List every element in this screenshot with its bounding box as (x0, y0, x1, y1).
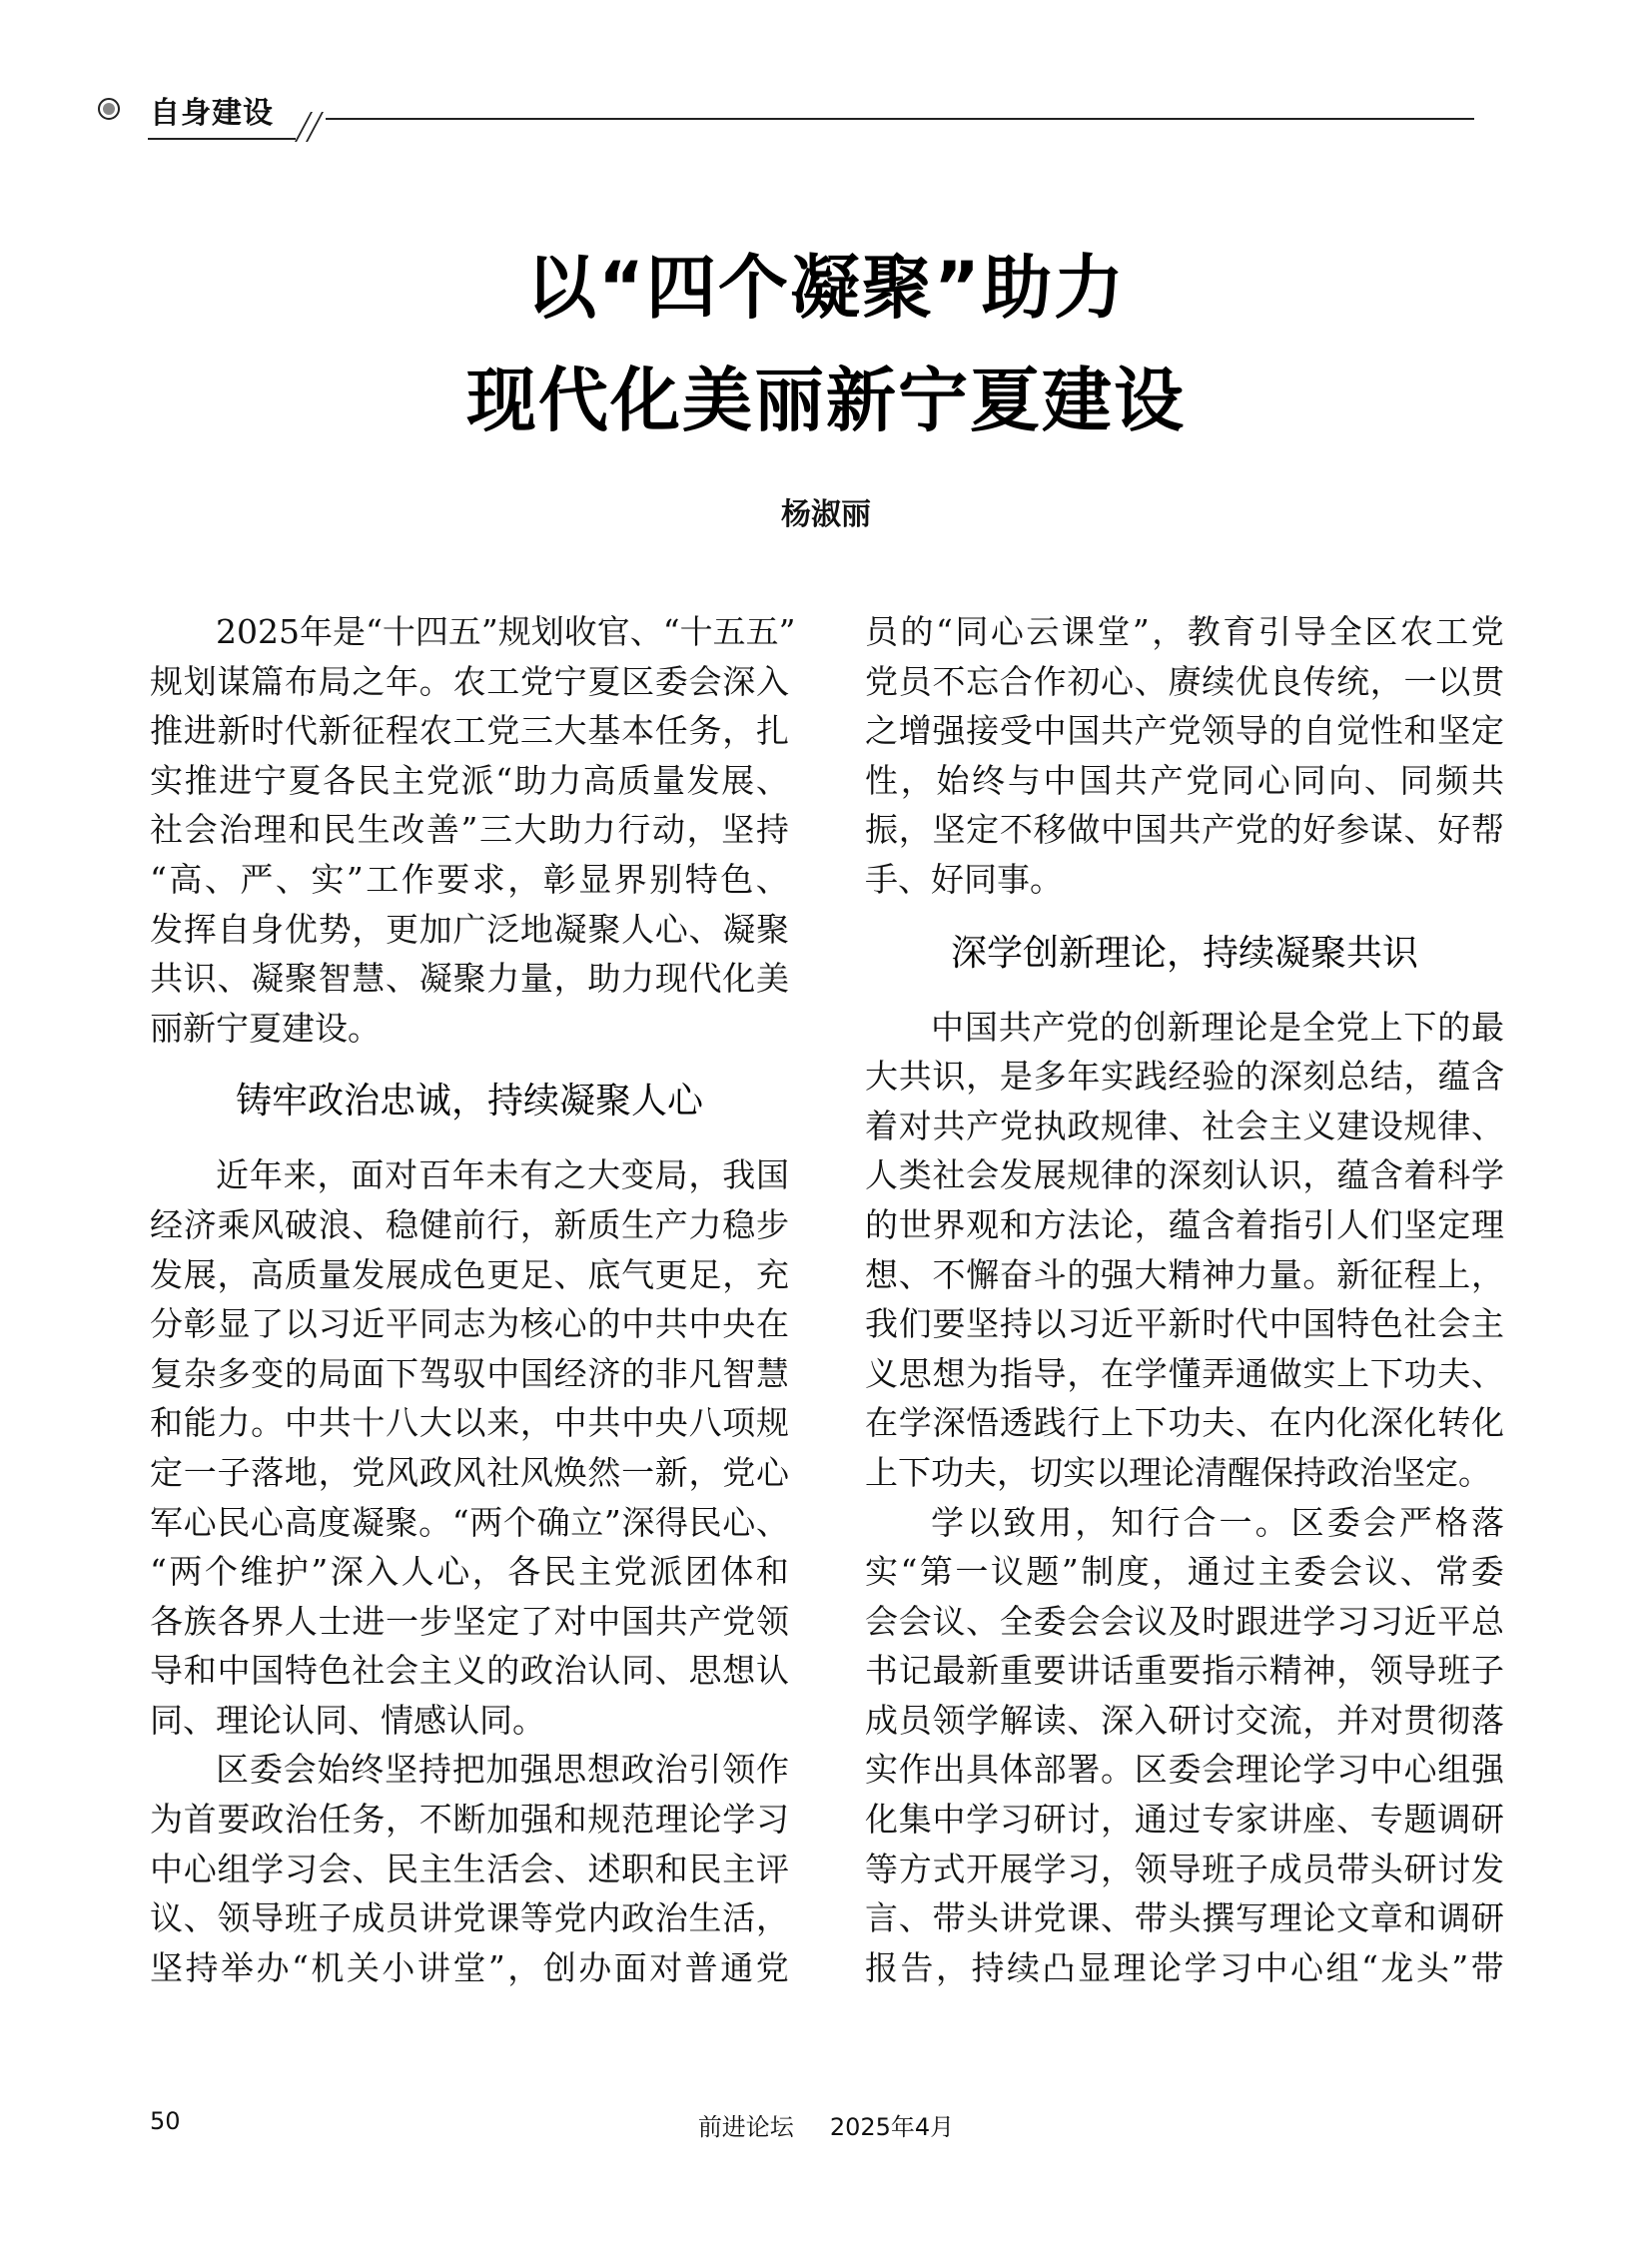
section-header (0, 0, 1652, 140)
body-text-line: 分 彰 显 了 以 习 近 平 同 志 为 核 心 的 中 共 中 央 在 (150, 1304, 789, 1344)
body-text-line: 我 们 要 坚 持 以 习 近 平 新 时 代 中 国 特 色 社 会 主 (865, 1304, 1504, 1344)
body-text-line: 等 方 式 开 展 学 习 ， 领 导 班 子 成 员 带 头 研 讨 发 (865, 1849, 1504, 1888)
right-column (865, 607, 1504, 1992)
section-label: 自身建设 (150, 96, 274, 131)
body-text-line: 上下功夫，切实以理论清醒保持政治坚定。 (865, 1452, 1491, 1492)
body-text-line: 言 、 带 头 讲 党 课 、 带 头 撰 写 理 论 文 章 和 调 研 (865, 1898, 1504, 1938)
magazine-name: 前进论坛 (697, 2113, 794, 2141)
header-rule-right (326, 118, 1474, 120)
article-title-line-2: 现代化美丽新宁夏建设 (466, 360, 1186, 441)
body-text-line: 报 告 ， 持 续 凸 显 理 论 学 习 中 心 组 “ 龙 头 ” 带 (865, 1947, 1504, 1987)
body-text-line: 军 心 民 心 高 度 凝 聚 。 “ 两 个 确 立 ” 深 得 民 心 、 (150, 1502, 789, 1542)
body-text-line: 中 国 共 产 党 的 创 新 理 论 是 全 党 上 下 的 最 (931, 1007, 1504, 1047)
body-text-line: 学 以 致 用 ， 知 行 合 一 。 区 委 会 严 格 落 (931, 1502, 1504, 1542)
body-text-line: 2 0 2 5 年 是 “ 十 四 五 ” 规 划 收 官 、 “ 十 五 五 ” (216, 612, 796, 651)
body-text-line: 振 ， 坚 定 不 移 做 中 国 共 产 党 的 好 参 谋 、 好 帮 (865, 810, 1504, 850)
body-text-line: 导 和 中 国 特 色 社 会 主 义 的 政 治 认 同 、 思 想 认 (150, 1651, 789, 1691)
body-text-line: 实 作 出 具 体 部 署 。 区 委 会 理 论 学 习 中 心 组 强 (865, 1750, 1504, 1790)
body-text-line: 坚 持 举 办 “ 机 关 小 讲 堂 ” ， 创 办 面 对 普 通 党 (150, 1947, 789, 1987)
body-text-line: 丽新宁夏建设。 (150, 1008, 381, 1048)
body-text-line: “ 两 个 维 护 ” 深 入 人 心 ， 各 民 主 党 派 团 体 和 (150, 1552, 789, 1592)
body-text-line: 想 、 不 懈 奋 斗 的 强 大 精 神 力 量 。 新 征 程 上 ， (865, 1254, 1504, 1294)
body-text-line: 大 共 识 ， 是 多 年 实 践 经 验 的 深 刻 总 结 ， 蕴 含 (865, 1057, 1504, 1097)
body-text-line: 人 类 社 会 发 展 规 律 的 深 刻 认 识 ， 蕴 含 着 科 学 (865, 1155, 1504, 1195)
body-text-line: 定 一 子 落 地 ， 党 风 政 风 社 风 焕 然 一 新 ， 党 心 (150, 1452, 789, 1492)
left-column (150, 607, 796, 1992)
body-text-line: 性 ， 始 终 与 中 国 共 产 党 同 心 同 向 、 同 频 共 (865, 760, 1504, 800)
body-text-line: 发 展 ， 高 质 量 发 展 成 色 更 足 、 底 气 更 足 ， 充 (150, 1254, 789, 1294)
article-author: 杨淑丽 (781, 497, 871, 532)
body-text-line: 中 心 组 学 习 会 、 民 主 生 活 会 、 述 职 和 民 主 评 (150, 1849, 789, 1888)
body-text-line: 之 增 强 接 受 中 国 共 产 党 领 导 的 自 觉 性 和 坚 定 (865, 711, 1504, 751)
body-text-line: 社 会 治 理 和 民 生 改 善 ” 三 大 助 力 行 动 ， 坚 持 (150, 810, 789, 850)
issue-date: 2025年4月 (829, 2113, 955, 2141)
body-text-line: 同、理论认同、情感认同。 (150, 1700, 545, 1740)
body-text-line: 区 委 会 始 终 坚 持 把 加 强 思 想 政 治 引 领 作 (216, 1750, 789, 1790)
body-text-line: 议 、 领 导 班 子 成 员 讲 党 课 等 党 内 政 治 生 活 ， (150, 1898, 789, 1938)
body-text-line: “ 高 、 严 、 实 ” 工 作 要 求 ， 彰 显 界 别 特 色 、 (150, 859, 789, 899)
body-text-line: 发 挥 自 身 优 势 ， 更 加 广 泛 地 凝 聚 人 心 、 凝 聚 (150, 909, 789, 949)
body-text-line: 手、好同事。 (865, 859, 1063, 899)
body-text-line: 党 员 不 忘 合 作 初 心 、 赓 续 优 良 传 统 ， 一 以 贯 (865, 661, 1504, 701)
article-title-line-1: 以“四个凝聚”助力 (525, 247, 1126, 329)
section-heading: 深学创新理论，持续凝聚共识 (950, 932, 1418, 974)
body-text-line: 化 集 中 学 习 研 讨 ， 通 过 专 家 讲 座 、 专 题 调 研 (865, 1800, 1504, 1840)
body-text-line: 书 记 最 新 重 要 讲 话 重 要 指 示 精 神 ， 领 导 班 子 (865, 1651, 1504, 1691)
body-text-line: 复 杂 多 变 的 局 面 下 驾 驭 中 国 经 济 的 非 凡 智 慧 (150, 1353, 789, 1393)
body-text-line: 经 济 乘 风 破 浪 、 稳 健 前 行 ， 新 质 生 产 力 稳 步 (150, 1204, 789, 1244)
page-number: 50 (150, 2107, 181, 2135)
body-text-line: 的 世 界 观 和 方 法 论 ， 蕴 含 着 指 引 人 们 坚 定 理 (865, 1204, 1504, 1244)
body-text-line: 实 “ 第 一 议 题 ” 制 度 ， 通 过 主 委 会 议 、 常 委 (865, 1552, 1504, 1592)
body-text-line: 成 员 领 学 解 读 、 深 入 研 讨 交 流 ， 并 对 贯 彻 落 (865, 1700, 1504, 1740)
body-text-line: 和 能 力 。 中 共 十 八 大 以 来 ， 中 共 中 央 八 项 规 (150, 1403, 789, 1443)
body-text-line: 在 学 深 悟 透 践 行 上 下 功 夫 、 在 内 化 深 化 转 化 (865, 1403, 1504, 1443)
footer-publication (0, 2107, 1652, 2142)
body-text-line: 为 首 要 政 治 任 务 ， 不 断 加 强 和 规 范 理 论 学 习 (150, 1800, 789, 1840)
body-text-line: 着 对 共 产 党 执 政 规 律 、 社 会 主 义 建 设 规 律 、 (865, 1106, 1504, 1145)
body-text-line: 实 推 进 宁 夏 各 民 主 党 派 “ 助 力 高 质 量 发 展 、 (150, 760, 789, 800)
body-text-line: 规 划 谋 篇 布 局 之 年 。 农 工 党 宁 夏 区 委 会 深 入 (150, 661, 789, 701)
bullseye-icon (98, 98, 120, 120)
body-text-line: 推 进 新 时 代 新 征 程 农 工 党 三 大 基 本 任 务 ， 扎 (150, 711, 789, 751)
body-text-line: 近 年 来 ， 面 对 百 年 未 有 之 大 变 局 ， 我 国 (216, 1155, 789, 1195)
body-text-line: 员 的 “ 同 心 云 课 堂 ” ， 教 育 引 导 全 区 农 工 党 (865, 612, 1504, 651)
body-text-line: 会 会 议 、 全 委 会 会 议 及 时 跟 进 学 习 习 近 平 总 (865, 1601, 1504, 1641)
body-text-line: 各 族 各 界 人 士 进 一 步 坚 定 了 对 中 国 共 产 党 领 (150, 1601, 789, 1641)
body-text-line: 共 识 、 凝 聚 智 慧 、 凝 聚 力 量 ， 助 力 现 代 化 美 (150, 959, 789, 999)
body-text-line: 义 思 想 为 指 导 ， 在 学 懂 弄 通 做 实 上 下 功 夫 、 (865, 1353, 1504, 1393)
section-heading: 铸牢政治忠诚，持续凝聚人心 (235, 1081, 703, 1122)
header-rule-left (148, 138, 296, 140)
